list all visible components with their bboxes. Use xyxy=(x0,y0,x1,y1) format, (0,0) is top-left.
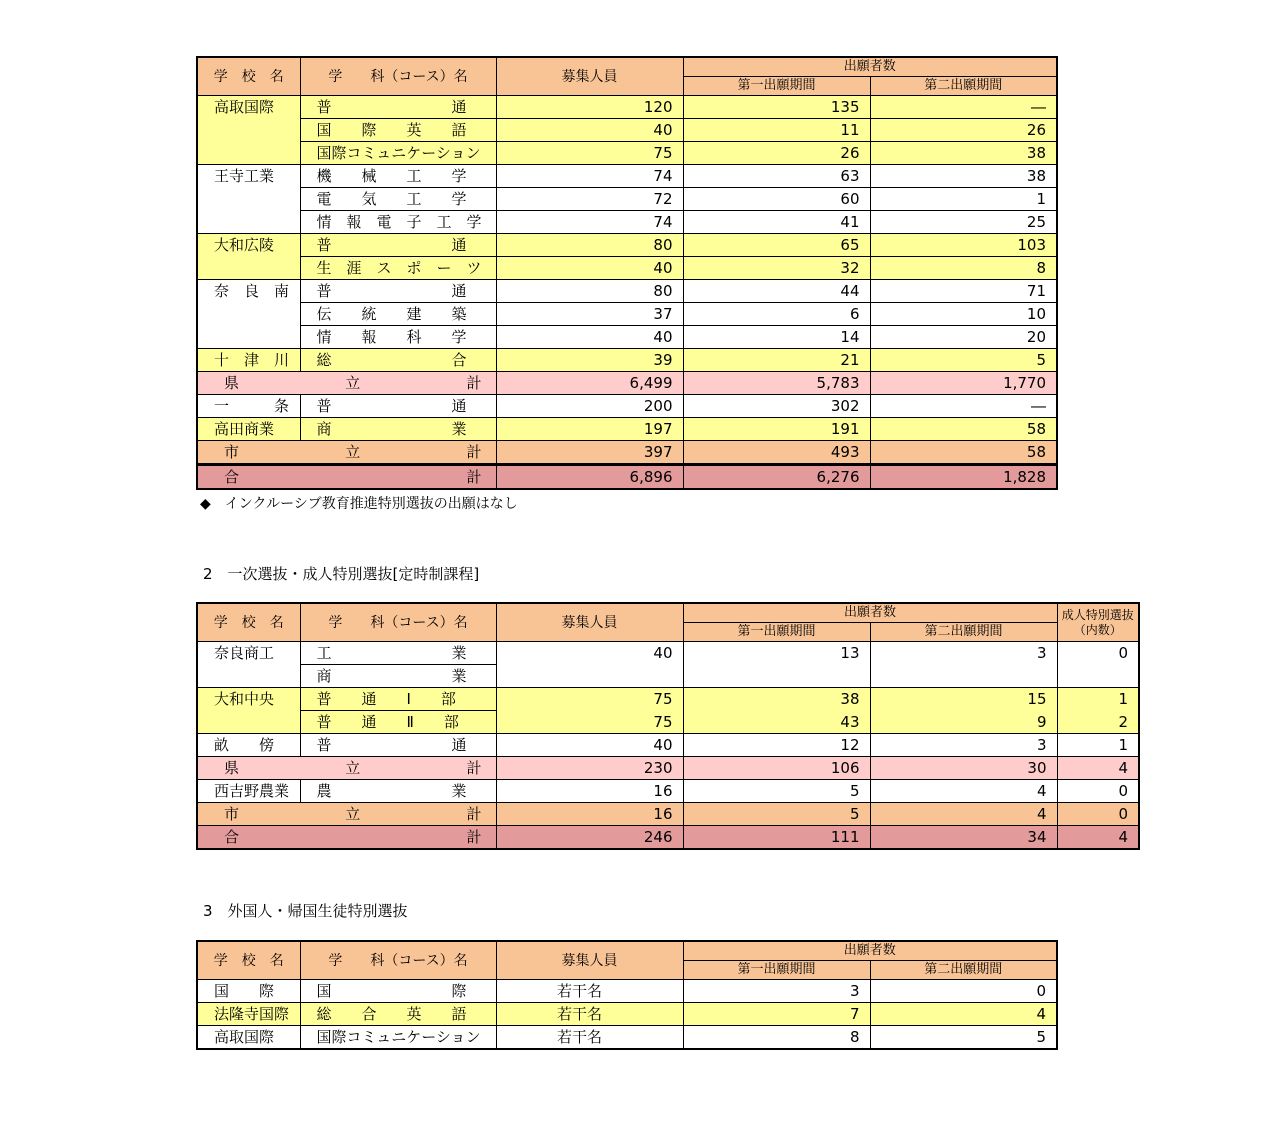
total-label-mid: 立 xyxy=(345,374,361,392)
note-inclusive: ◆ インクルーシブ教育推進特別選抜の出願はなし xyxy=(200,496,518,512)
school-name: 大和中央 xyxy=(197,688,300,734)
total-label-mid: 立 xyxy=(345,759,361,777)
grand-total-row xyxy=(197,826,1139,850)
table3-body xyxy=(197,980,1057,1050)
course-name: 総 合 xyxy=(300,349,496,372)
cell-p2: 5 xyxy=(870,349,1057,372)
header-period2: 第二出願期間 xyxy=(870,77,1057,96)
total-p2: 58 xyxy=(870,441,1057,465)
cell-cap: 40 xyxy=(496,257,683,280)
total-label-mid: 立 xyxy=(345,805,361,823)
cell-cap: 40 xyxy=(496,119,683,142)
cell-p2: 4 xyxy=(870,780,1057,803)
header-period1: 第一出願期間 xyxy=(683,623,870,642)
cell-cap: 40 xyxy=(496,642,683,665)
school-name: 国 際 xyxy=(197,980,300,1003)
school-name: 法隆寺国際 xyxy=(197,1003,300,1026)
total-p2: 4 xyxy=(870,803,1057,826)
total-p2: 30 xyxy=(870,757,1057,780)
cell-adult: 0 xyxy=(1057,642,1139,665)
cell-p2: 71 xyxy=(870,280,1057,303)
cell-p2: 20 xyxy=(870,326,1057,349)
table-foreign xyxy=(196,940,1058,1050)
total-label-left: 県 xyxy=(224,759,240,777)
school-name: 王寺工業 xyxy=(197,165,300,234)
city-total-row xyxy=(197,803,1139,826)
cell-p1: 60 xyxy=(683,188,870,211)
total-label-left: 県 xyxy=(224,374,240,392)
course-name: 普 通 xyxy=(300,96,496,119)
table-row xyxy=(197,211,1057,234)
cell-adult: 1 xyxy=(1057,734,1139,757)
course-name: 国 際 xyxy=(300,980,496,1003)
cell-p2: 5 xyxy=(870,1026,1057,1050)
total-cap: 6,499 xyxy=(496,372,683,395)
header-period2: 第二出願期間 xyxy=(870,623,1057,642)
cell-p1: 41 xyxy=(683,211,870,234)
prefectural-total-row xyxy=(197,372,1057,395)
table1-body xyxy=(197,96,1057,490)
table-row xyxy=(197,280,1057,303)
cell-p2: ― xyxy=(870,96,1057,119)
cell-cap: 75 xyxy=(496,142,683,165)
total-label-right: 計 xyxy=(466,759,482,777)
table-row xyxy=(197,734,1139,757)
cell-p1: 12 xyxy=(683,734,870,757)
total-label-right: 計 xyxy=(466,828,482,846)
section3-title: 3 外国人・帰国生徒特別選抜 xyxy=(203,902,408,920)
header-capacity: 募集人員 xyxy=(496,57,683,96)
table-row xyxy=(197,96,1057,119)
header-course: 学 科（コース）名 xyxy=(300,603,496,642)
cell-p2: 25 xyxy=(870,211,1057,234)
course-name: 工 業 xyxy=(300,642,496,665)
table-row xyxy=(197,418,1057,441)
table-row xyxy=(197,780,1139,803)
table-fulltime xyxy=(196,56,1058,490)
cell-cap: 75 xyxy=(496,688,683,711)
header-capacity: 募集人員 xyxy=(496,941,683,980)
table-row xyxy=(197,257,1057,280)
school-name: 奈良商工 xyxy=(197,642,300,688)
table-row xyxy=(197,395,1057,418)
total-label xyxy=(197,757,496,780)
total-label-wrap xyxy=(224,372,482,394)
header-applicants: 出願者数 xyxy=(683,603,1057,623)
cell-p2: 103 xyxy=(870,234,1057,257)
cell-adult: 0 xyxy=(1057,780,1139,803)
table-row xyxy=(197,303,1057,326)
cell-p2: 10 xyxy=(870,303,1057,326)
table-parttime xyxy=(196,602,1140,850)
total-label-mid: 立 xyxy=(345,443,361,461)
total-label-wrap xyxy=(224,466,482,488)
cell-p2: 38 xyxy=(870,165,1057,188)
course-name: 機 械 工 学 xyxy=(300,165,496,188)
table-row xyxy=(197,188,1057,211)
course-name: 農 業 xyxy=(300,780,496,803)
header-adult-sub: （内数） xyxy=(1073,622,1122,637)
total-p1: 111 xyxy=(683,826,870,850)
cell-p1: 7 xyxy=(683,1003,870,1026)
cell-cap: 若干名 xyxy=(496,1003,683,1026)
cell-p1: 8 xyxy=(683,1026,870,1050)
table-row xyxy=(197,119,1057,142)
grand-total-row xyxy=(197,465,1057,490)
cell-p1: 14 xyxy=(683,326,870,349)
cell-p2: ― xyxy=(870,395,1057,418)
course-name: 商 業 xyxy=(300,665,496,688)
total-label xyxy=(197,465,496,490)
school-name: 高田商業 xyxy=(197,418,300,441)
cell-cap: 若干名 xyxy=(496,1026,683,1050)
course-name: 電 気 工 学 xyxy=(300,188,496,211)
header-applicants: 出願者数 xyxy=(683,57,1057,77)
cell-adult xyxy=(1057,665,1139,688)
total-p2: 34 xyxy=(870,826,1057,850)
cell-cap: 37 xyxy=(496,303,683,326)
total-label-right: 計 xyxy=(466,443,482,461)
table-row xyxy=(197,349,1057,372)
cell-p2: 9 xyxy=(870,711,1057,734)
cell-p1: 65 xyxy=(683,234,870,257)
total-adult: 4 xyxy=(1057,757,1139,780)
city-total-row xyxy=(197,441,1057,465)
header-period2: 第二出願期間 xyxy=(870,961,1057,980)
cell-cap: 74 xyxy=(496,165,683,188)
cell-p2: 26 xyxy=(870,119,1057,142)
course-name: 伝 統 建 築 xyxy=(300,303,496,326)
total-label-wrap xyxy=(224,441,482,463)
cell-p1: 38 xyxy=(683,688,870,711)
school-name: 十 津 川 xyxy=(197,349,300,372)
total-adult: 4 xyxy=(1057,826,1139,850)
cell-cap: 80 xyxy=(496,280,683,303)
course-name: 生 涯 ス ポ ー ツ xyxy=(300,257,496,280)
cell-cap: 若干名 xyxy=(496,980,683,1003)
cell-cap: 40 xyxy=(496,326,683,349)
cell-cap: 80 xyxy=(496,234,683,257)
cell-cap: 16 xyxy=(496,780,683,803)
header-course: 学 科（コース）名 xyxy=(300,941,496,980)
cell-cap: 200 xyxy=(496,395,683,418)
course-name: 国 際 英 語 xyxy=(300,119,496,142)
cell-p2: 38 xyxy=(870,142,1057,165)
course-name: 総 合 英 語 xyxy=(300,1003,496,1026)
cell-cap: 74 xyxy=(496,211,683,234)
cell-p1: 43 xyxy=(683,711,870,734)
total-label xyxy=(197,826,496,850)
course-name: 商 業 xyxy=(300,418,496,441)
total-label-wrap xyxy=(224,826,482,848)
cell-p1: 135 xyxy=(683,96,870,119)
total-label xyxy=(197,803,496,826)
cell-p1: 3 xyxy=(683,980,870,1003)
cell-p2: 15 xyxy=(870,688,1057,711)
total-cap: 246 xyxy=(496,826,683,850)
total-p1: 106 xyxy=(683,757,870,780)
total-label-left: 市 xyxy=(224,805,240,823)
course-name: 普 通 xyxy=(300,280,496,303)
total-label xyxy=(197,372,496,395)
total-label-right: 計 xyxy=(466,805,482,823)
course-name: 国際コミュニケーション xyxy=(300,1026,496,1050)
table-row xyxy=(197,142,1057,165)
school-name: 西吉野農業 xyxy=(197,780,300,803)
table-row xyxy=(197,1003,1057,1026)
total-cap: 16 xyxy=(496,803,683,826)
cell-p1: 32 xyxy=(683,257,870,280)
header-adult xyxy=(1057,603,1139,642)
cell-p1: 13 xyxy=(683,642,870,665)
total-label-wrap xyxy=(224,803,482,825)
section2-title: 2 一次選抜・成人特別選抜[定時制課程] xyxy=(203,565,480,583)
header-applicants: 出願者数 xyxy=(683,941,1057,961)
total-label-left: 合 xyxy=(224,468,240,486)
school-name: 一 条 xyxy=(197,395,300,418)
table-row xyxy=(197,980,1057,1003)
cell-p1: 44 xyxy=(683,280,870,303)
total-label-wrap xyxy=(224,757,482,779)
school-name: 大和広陵 xyxy=(197,234,300,280)
header-school: 学 校 名 xyxy=(197,941,300,980)
table-row xyxy=(197,711,1139,734)
total-label-right: 計 xyxy=(466,468,482,486)
cell-p2: 1 xyxy=(870,188,1057,211)
school-name: 畝 傍 xyxy=(197,734,300,757)
total-cap: 6,896 xyxy=(496,465,683,490)
total-cap: 230 xyxy=(496,757,683,780)
cell-p2: 58 xyxy=(870,418,1057,441)
header-school: 学 校 名 xyxy=(197,603,300,642)
course-name: 情 報 電 子 工 学 xyxy=(300,211,496,234)
table-row xyxy=(197,165,1057,188)
course-name: 普 通 Ⅱ 部 xyxy=(300,711,496,734)
cell-p1: 63 xyxy=(683,165,870,188)
cell-cap: 39 xyxy=(496,349,683,372)
header-period1: 第一出願期間 xyxy=(683,77,870,96)
total-p1: 6,276 xyxy=(683,465,870,490)
cell-cap xyxy=(496,665,683,688)
school-name: 高取国際 xyxy=(197,96,300,165)
table-row xyxy=(197,665,1139,688)
total-label-left: 市 xyxy=(224,443,240,461)
cell-p2: 3 xyxy=(870,642,1057,665)
total-p1: 5 xyxy=(683,803,870,826)
cell-adult: 2 xyxy=(1057,711,1139,734)
table-row xyxy=(197,642,1139,665)
cell-cap: 120 xyxy=(496,96,683,119)
total-adult: 0 xyxy=(1057,803,1139,826)
total-cap: 397 xyxy=(496,441,683,465)
cell-cap: 75 xyxy=(496,711,683,734)
school-name: 奈 良 南 xyxy=(197,280,300,349)
table-row xyxy=(197,234,1057,257)
course-name: 情 報 科 学 xyxy=(300,326,496,349)
table-row xyxy=(197,1026,1057,1050)
school-name: 高取国際 xyxy=(197,1026,300,1050)
course-name: 普 通 xyxy=(300,734,496,757)
cell-p2: 8 xyxy=(870,257,1057,280)
header-period1: 第一出願期間 xyxy=(683,961,870,980)
cell-p1: 26 xyxy=(683,142,870,165)
table-row xyxy=(197,326,1057,349)
cell-p1: 5 xyxy=(683,780,870,803)
course-name: 国際コミュニケーション xyxy=(300,142,496,165)
course-name: 普 通 xyxy=(300,234,496,257)
cell-p1: 21 xyxy=(683,349,870,372)
header-course: 学 科（コース）名 xyxy=(300,57,496,96)
total-p1: 493 xyxy=(683,441,870,465)
cell-p1: 6 xyxy=(683,303,870,326)
total-label-left: 合 xyxy=(224,828,240,846)
cell-cap: 40 xyxy=(496,734,683,757)
total-p2: 1,770 xyxy=(870,372,1057,395)
header-school: 学 校 名 xyxy=(197,57,300,96)
cell-p1: 191 xyxy=(683,418,870,441)
course-name: 普 通 Ⅰ 部 xyxy=(300,688,496,711)
header-adult-label: 成人特別選抜 xyxy=(1061,607,1134,622)
total-label-right: 計 xyxy=(466,374,482,392)
cell-p1: 11 xyxy=(683,119,870,142)
header-capacity: 募集人員 xyxy=(496,603,683,642)
cell-p2: 0 xyxy=(870,980,1057,1003)
prefectural-total-row xyxy=(197,757,1139,780)
table-row xyxy=(197,688,1139,711)
cell-p2 xyxy=(870,665,1057,688)
total-label xyxy=(197,441,496,465)
cell-p1: 302 xyxy=(683,395,870,418)
total-p1: 5,783 xyxy=(683,372,870,395)
cell-p2: 3 xyxy=(870,734,1057,757)
total-p2: 1,828 xyxy=(870,465,1057,490)
cell-p2: 4 xyxy=(870,1003,1057,1026)
course-name: 普 通 xyxy=(300,395,496,418)
cell-cap: 197 xyxy=(496,418,683,441)
cell-cap: 72 xyxy=(496,188,683,211)
cell-adult: 1 xyxy=(1057,688,1139,711)
cell-p1 xyxy=(683,665,870,688)
table2-body xyxy=(197,642,1139,850)
